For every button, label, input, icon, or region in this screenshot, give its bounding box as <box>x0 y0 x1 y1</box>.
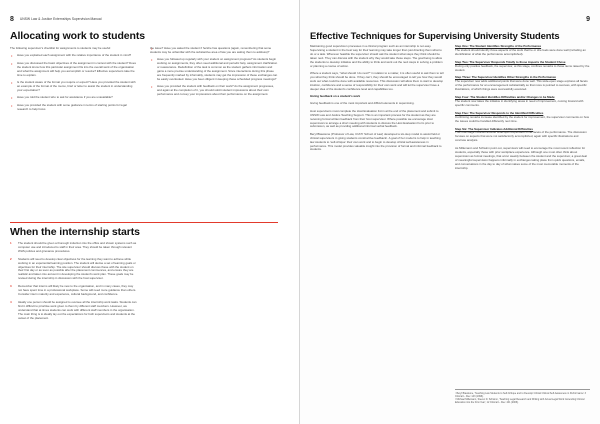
step-title: Step Five: The Supervisor Responds to the Identified Difficulties <box>455 110 544 115</box>
feedback-steps <box>455 45 590 143</box>
right-column-2 <box>455 45 590 174</box>
page-number-left: 8 <box>10 16 14 23</box>
step-title: Step Six: The Supervisor Indicates Additional Difficulties <box>455 126 533 131</box>
item-number: 4 <box>10 299 12 304</box>
paragraph: Giving feedback is one of the most important and difficult elements in supervising. <box>310 101 415 106</box>
closing-paragraph: As Millemann and Schwinn point out, supervisors will need to encourage the most recent reflection for students, especially those with prior workplace experience. Although one must often think about supervision as formal meetings, that occur weekly between the student and the supervisor, a great deal of meaningful supervision happens informally in exchanges taking place from quick questions, emails, and conversations in the day to day of what makes some of the most memorable moments of the internship. <box>455 146 587 170</box>
feedback-step <box>455 96 590 108</box>
numbered-item <box>10 285 138 297</box>
paragraph: Maintaining good supervision processes in a clinical program such as an internship is not easy. Supervising a student in the best way for their learning may take longer than just directing them what to do or a task. Wherever feasible the supervisor should ask the student what steps they think should be taken next. They can discuss with the student why they would take those steps. The goal being to allow the students to develop initiative and the ability to think and work out the next steps in solving a problem or planning a course of action. <box>310 44 443 68</box>
page-number-right: 9 <box>586 16 590 23</box>
running-head: UNSW Law & Justice Externships Supervision Manual <box>20 17 102 21</box>
numbered-item <box>10 242 138 254</box>
intro-paragraphs <box>310 45 445 91</box>
section-divider <box>10 222 278 223</box>
step-body: This final stage involves another wide-open exploration of all facets of the performance. The discussion focuses on aspects that were not satisfactorily accomplished, again with specific illustrations and concrete analysis. <box>455 130 587 143</box>
feedback-step <box>455 61 590 73</box>
section-title-allocating-work: Allocating work to students <box>10 30 145 42</box>
item-number: 1 <box>10 241 12 245</box>
numbered-item <box>10 258 138 281</box>
checklist-item: • Have you explained each assignment with the relative importance of the student in mind? <box>10 54 138 58</box>
feedback-step <box>455 76 590 92</box>
paragraph: Where a student says, "what should I do next?" in relation to a matter, it is often useful to ask them to tell you what they think should be done. If they can't, they should be encouraged to tell you how they would work out what could be done with available resources. This discussion will allow them to start to develop intuition, confidence and a sense of responsibility for their own work and will let the supervisor have a deeper idea of the student's confidence level and capabilities too. <box>310 70 444 91</box>
step-title: Step One: The Student Identifies Strengths of the Performance <box>455 44 542 48</box>
footnote: ¹ Beryl Blaustone, 'Teaching Law Students to Self-Critique and to Develop Critical Clinical Self-Awareness in Performance' 3 Clinical L. Rev. 143 (1996). <box>455 392 586 399</box>
step-body: The student should identify those aspects of the work that he or she feels were done well (including an identification of what the performance accomplished). <box>455 47 586 56</box>
step-title: Step Four: The Student Identifies Difficulties and/or Changes to be Made <box>455 95 555 100</box>
checklist-item: • Is the student aware of the format you require or expect? Have you provided the student with an example of the format of the memo, brief or letter to assist the student in understanding your expectation? <box>10 81 138 93</box>
numbered-item <box>10 301 138 321</box>
right-column-1 <box>310 45 445 156</box>
item-text: Ideally one person should be assigned to oversee all the internship work tasks. Students can find it difficult to prioritise work given to them by different staff members. However, we understand that at times students can work with different staff members in the organisation. The main thing is to ideally lay out the expectations for both supervisors and students at the outset of the placement. <box>18 299 137 320</box>
checklist-continued <box>150 47 278 97</box>
step-body: Confirming remarks increase identified by the student for improvement, the supervisor comments on how the issues could be handled differently next time. <box>455 114 589 123</box>
footnote-rule <box>455 389 590 390</box>
page-title-effective-techniques: Effective Techniques for Supervising University Students <box>310 30 560 41</box>
item-text: Remember that interns will likely be new to the organisation, and in many cases, they may not have spent time in a professional workplace. Some will need more guidance than others. Consider intern maturity and experience, cultural background, and confidence. <box>18 284 137 296</box>
item-text: Students will need to develop clear objectives for the learning they want to achieve while working in an experiential learning position. The student will devise a set of learning goals or objectives for their internship. The site supervisor should discuss these with the student on their first day or as soon as possible after the placement commences, and ensure they are realistic and taken into account in developing the student's work plan. These goals may be revised during the internship in discussion with the host supervisor. <box>18 256 136 281</box>
section1-intro: The following supervisor's checklist for assignments to students may be useful: <box>10 46 111 50</box>
feedback-paragraphs <box>310 102 445 152</box>
right-page <box>300 0 600 424</box>
checklist-item: • Have you followed up regularly with your student on assignment progress? As students begin working on assignments, they often need additional and periodic help, assignment clarification or reassurance. Redefinition of the task is common as the student gathers information and gains a more precise understanding of the assignment. Since interactions during this phase are frequently marked by informality, students may get the impression of these exchanges can be easily overlooked. Have you been diligent in keeping these scheduled progress meetings? <box>150 58 278 81</box>
item-number: 2 <box>10 256 12 261</box>
step-body: During only positive feedback, the supervisor, at this stage, confines remarks to those items raised by the student. <box>455 63 590 72</box>
checklist-item: • Have you provided the student with feedback on their work? As the assignment progresses, and again at the completion of it, you should solicit student impressions about their own performance and convey your impressions about their performance on the assignment. <box>150 85 278 97</box>
paragraph: Beryl Blaustone (Professor of Law, CUNY School of Law) developed a six-step model to assist field or clinical supervisors in giving students constructive feedback¹. A goal of her model is to help in teaching law students to 'self-critique' their own work and to begin to develop critical self-awareness in performance. This model provides valuable insight into the provision of formal and informal feedback to students. <box>310 131 442 152</box>
checklist-item: • Have you told the student who to ask for assistance if you are unavailable? <box>10 96 138 100</box>
checklist-item: • Have you discussed the basic objectives of the assignment in context with the student? Does the student know how this particular assignment fits into the overall work of the organisation and what the assignment will help you accomplish or resolve? Effective supervisors take the time to explain. <box>10 62 138 78</box>
footnote: ² Michael Millemann, Steven D. Schwinn, 'Teaching Legal Research and Writing with Actual Legal Work: Extending Clinical Education into the First Year', 12 Clinical L. Rev. 441 (2006). <box>455 398 585 405</box>
internship-start-list <box>10 242 138 320</box>
feedback-step <box>455 45 590 57</box>
section2-column <box>10 242 138 324</box>
footnotes <box>455 392 590 404</box>
checklist-item: • Have you provided the student with some guidance in terms of starting points for legal research to help focus <box>10 104 138 112</box>
checklist <box>10 54 138 111</box>
step-body: The student now takes the initiative in identifying areas in need of improvement, coming forward with specific comments. <box>455 98 584 107</box>
step-body: The supervisor now adds additional points that were done well. This wide-open stage explores all facets of the performance for an encouragement substantially so that more is pointed to success, with specific illustrations, of which things were successfully executed. <box>455 79 588 92</box>
section-title-internship-starts: When the internship starts <box>10 226 140 238</box>
feedback-step <box>455 112 590 124</box>
step-title: Step Two: The Supervisor Responds Totally to those Aspects the Student Chose <box>455 59 566 64</box>
item-text: The student should be given a thorough induction into the office and shown systems such as computer use and introduced to staff in their area. They should be taken through relevant WHS policies and grievance procedures. <box>18 241 137 253</box>
feedback-step <box>455 128 590 144</box>
step-title: Step Three: The Supervisor Identifies Other Strengths in the Performance <box>455 75 557 80</box>
section1-column-2 <box>150 47 278 101</box>
item-number: 3 <box>10 284 12 289</box>
checklist-item: • the issue? Have you asked the student if he/she has questions (again, remembering that some students may be unfamiliar with the substantive area of law you are asking them to address)? <box>150 47 278 55</box>
section1-column-1 <box>10 47 138 115</box>
paragraph: Host supervisors must complete the Host Evaluation Form at the end of the placement and submit to UNSW Law and Justice Teaching Support. This is an important process for the student as they are receiving formal written feedback from their host supervisor. Where possible we encourage Host supervisors to arrange a short meeting with students to discuss the Host Evaluation Form prior to submission, as well as providing additional informal verbal feedback. <box>310 108 439 129</box>
feedback-heading: Giving feedback on a student's work <box>310 93 361 98</box>
